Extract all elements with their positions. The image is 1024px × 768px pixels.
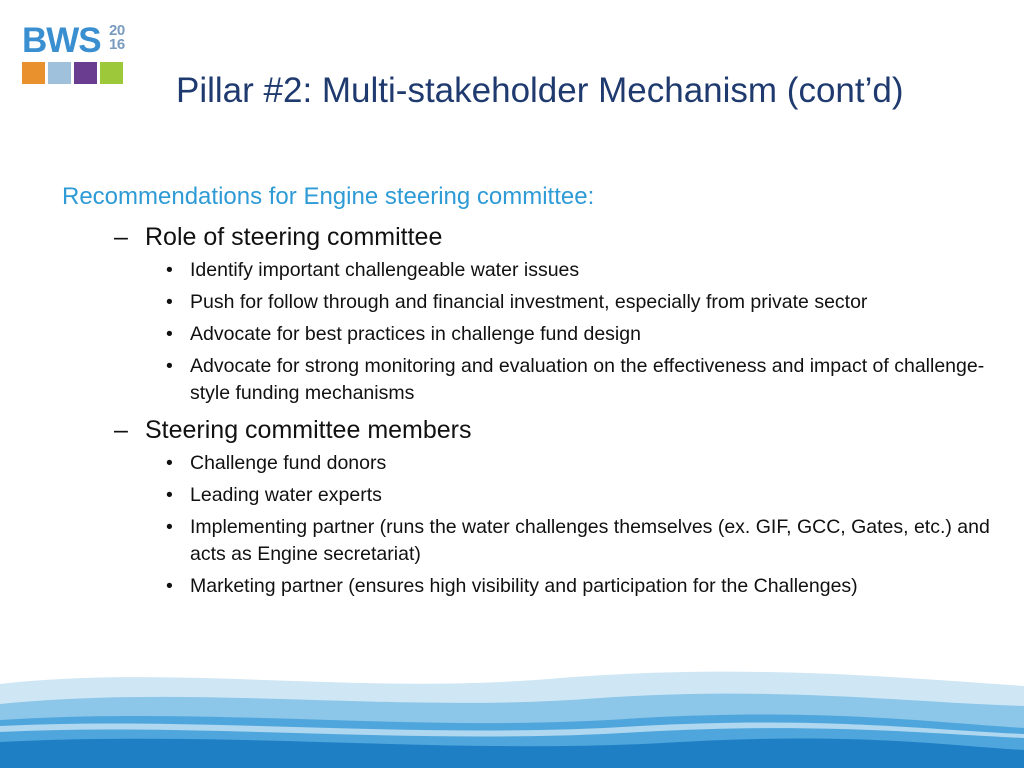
list-item bbox=[62, 450, 1002, 477]
section-label-text: Role of steering committee bbox=[145, 223, 443, 251]
logo-square-orange bbox=[22, 62, 45, 84]
list-item bbox=[62, 573, 1002, 600]
bullet-marker: • bbox=[166, 355, 173, 377]
list-item-text: Advocate for best practices in challenge fund design bbox=[190, 323, 641, 345]
slide-title: Pillar #2: Multi-stakeholder Mechanism (cont’d) bbox=[176, 71, 904, 110]
logo-square-light-blue bbox=[48, 62, 71, 84]
logo-year-top: 20 bbox=[109, 22, 125, 39]
dash-marker: – bbox=[114, 223, 128, 251]
bullet-marker: • bbox=[166, 452, 173, 474]
list-item-text: Advocate for strong monitoring and evaluation on the effectiveness and impact of challenge-style funding mechanisms bbox=[190, 355, 985, 404]
list-item bbox=[62, 514, 1002, 568]
section-heading: Recommendations for Engine steering committee: bbox=[62, 183, 595, 210]
list-item bbox=[62, 482, 1002, 509]
logo-year bbox=[109, 24, 125, 52]
list-item bbox=[62, 257, 1002, 284]
list-item bbox=[62, 321, 1002, 348]
logo-wordmark: BWS bbox=[22, 21, 101, 60]
section-role bbox=[62, 220, 1002, 407]
bullet-marker: • bbox=[166, 516, 173, 538]
list-item-text: Leading water experts bbox=[190, 484, 382, 506]
list-item-text: Implementing partner (runs the water challenges themselves (ex. GIF, GCC, Gates, etc.) and acts as Engine secretariat) bbox=[190, 516, 990, 565]
bullet-list bbox=[62, 450, 1002, 600]
logo-square-green bbox=[100, 62, 123, 84]
section-members bbox=[62, 413, 1002, 600]
list-item bbox=[62, 289, 1002, 316]
section-label-text: Steering committee members bbox=[145, 416, 472, 444]
section-label bbox=[62, 220, 1002, 254]
list-item-text: Marketing partner (ensures high visibility and participation for the Challenges) bbox=[190, 575, 858, 597]
bullet-marker: • bbox=[166, 575, 173, 597]
section-label bbox=[62, 413, 1002, 447]
water-wave-decoration bbox=[0, 656, 1024, 768]
list-item bbox=[62, 353, 1002, 407]
bullet-marker: • bbox=[166, 323, 173, 345]
list-item-text: Challenge fund donors bbox=[190, 452, 387, 474]
list-item-text: Identify important challengeable water issues bbox=[190, 259, 580, 281]
bullet-marker: • bbox=[166, 291, 173, 313]
dash-marker: – bbox=[114, 416, 128, 444]
logo-square-purple bbox=[74, 62, 97, 84]
bullet-list bbox=[62, 257, 1002, 407]
logo-year-bottom: 16 bbox=[109, 36, 125, 53]
bullet-marker: • bbox=[166, 259, 173, 281]
list-item-text: Push for follow through and financial investment, especially from private sector bbox=[190, 291, 868, 313]
bws-logo bbox=[22, 22, 137, 86]
slide-content bbox=[62, 180, 1002, 605]
bullet-marker: • bbox=[166, 484, 173, 506]
logo-color-squares bbox=[22, 62, 123, 84]
